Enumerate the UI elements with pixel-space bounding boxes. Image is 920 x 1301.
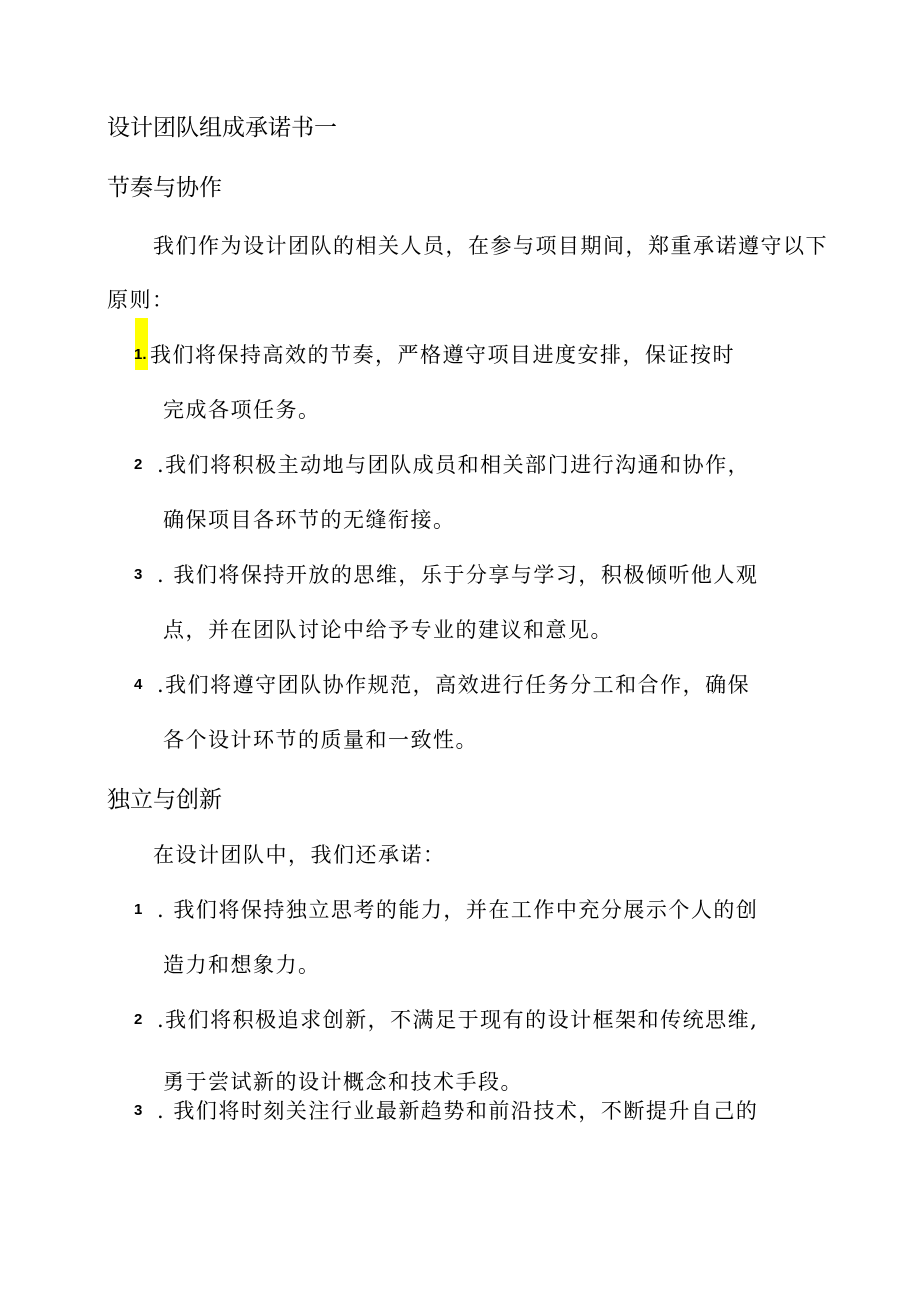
list-item-number: 2 [134,456,143,473]
list-item-line2: 勇于尝试新的设计概念和技术手段。 [163,1070,523,1094]
list-item-line2: 点，并在团队讨论中给予专业的建议和意见。 [163,618,613,642]
intro-paragraph: 在设计团队中，我们还承诺： [153,843,446,867]
list-item-number: 2 [134,1011,143,1028]
list-item-line1: .我们将积极追求创新，不满足于现有的设计框架和传统思维, [157,1008,759,1032]
list-item-number: 1. [134,346,147,363]
list-item-line2: 造力和想象力。 [163,953,321,977]
list-item-line1: .我们将遵守团队协作规范，高效进行任务分工和合作，确保 [157,673,751,697]
intro-paragraph-line2: 原则： [107,288,175,312]
list-item-line1: . 我们将保持独立思考的能力，并在工作中充分展示个人的创 [157,898,759,922]
list-item-number: 1 [134,901,143,918]
document-title: 设计团队组成承诺书一 [107,115,337,141]
list-item-line2: 各个设计环节的质量和一致性。 [163,728,478,752]
intro-paragraph-line1: 我们作为设计团队的相关人员，在参与项目期间，郑重承诺遵守以下 [153,234,828,258]
list-item-number: 3 [134,1102,143,1119]
list-item-number: 4 [134,676,143,693]
list-item-line1: . 我们将时刻关注行业最新趋势和前沿技术，不断提升自己的 [157,1099,759,1123]
section-heading-innovation: 独立与创新 [107,787,222,813]
section-heading-rhythm: 节奏与协作 [107,175,222,201]
list-item-line1: . 我们将保持开放的思维，乐于分享与学习，积极倾听他人观 [157,563,759,587]
list-item-line2: 确保项目各环节的无缝衔接。 [163,508,456,532]
list-item-number: 3 [134,566,143,583]
list-item-line2: 完成各项任务。 [163,398,321,422]
list-item-line1: 我们将保持高效的节奏，严格遵守项目进度安排，保证按时 [150,343,735,367]
list-item-line1: .我们将积极主动地与团队成员和相关部门进行沟通和协作， [157,453,751,477]
